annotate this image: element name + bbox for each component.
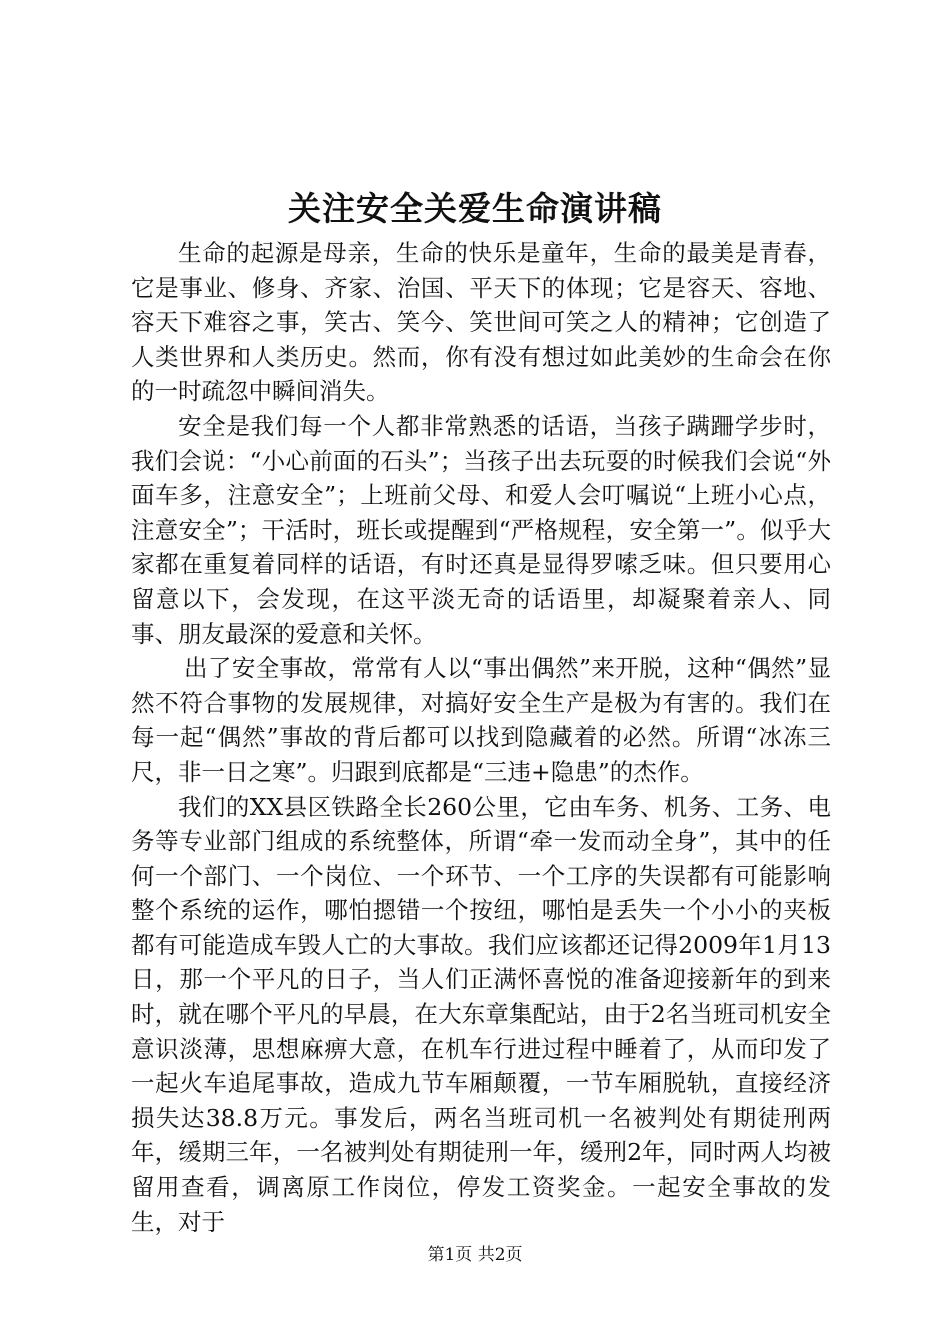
document-body — [131, 236, 831, 1239]
paragraph-4: 我们的XX县区铁路全长260公里，它由车务、机务、工务、电务等专业部门组成的系统整体，所谓“牵一发而动全身”，其中的任何一个部门、一个岗位、一个环节、一个工序的失误都有可能影响整个系统的运作，哪怕摁错一个按纽，哪怕是丢失一个小小的夹板都有可能造成车毁人亡的大事故。我们应该都还记得2009年1月13日，那一个平凡的日子，当人们正满怀喜悦的准备迎接新年的到来时，就在哪个平凡的早晨，在大东章集配站，由于2名当班司机安全意识淡薄，思想麻痹大意，在机车行进过程中睡着了，从而印发了一起火车追尾事故，造成九节车厢颠覆，一节车厢脱轨，直接经济损失达38.8万元。事发后，两名当班司机一名被判处有期徒刑两年，缓期三年，一名被判处有期徒刑一年，缓刑2年，同时两人均被留用查看，调离原工作岗位，停发工资奖金。一起安全事故的发生，对于 — [131, 792, 831, 1236]
paragraph-2: 安全是我们每一个人都非常熟悉的话语，当孩子蹒跚学步时，我们会说：“小心前面的石头”；当孩子出去玩耍的时候我们会说“外面车多，注意安全”；上班前父母、和爱人会叮嘱说“上班小心点，注意安全”；干活时，班长或提醒到“严格规程，安全第一”。似乎大家都在重复着同样的话语，有时还真是显得罗嗦乏味。但只要用心留意以下，会发现，在这平淡无奇的话语里，却凝聚着亲人、同事、朋友最深的爱意和关怀。 — [131, 411, 831, 648]
document-title: 关注安全关爱生命演讲稿 — [288, 189, 662, 228]
paragraph-3: 出了安全事故，常常有人以“事出偶然”来开脱，这种“偶然”显然不符合事物的发展规律，对搞好安全生产是极为有害的。我们在每一起“偶然”事故的背后都可以找到隐藏着的必然。所谓“冰冻三尺，非一日之寒”。归跟到底都是“三违+隐患”的杰作。 — [131, 654, 831, 786]
paragraph-1: 生命的起源是母亲，生命的快乐是童年，生命的最美是青春，它是事业、修身、齐家、治国、平天下的体现；它是容天、容地、容天下难容之事，笑古、笑今、笑世间可笑之人的精神；它创造了人类世界和人类历史。然而，你有没有想过如此美妙的生命会在你的一时疏忽中瞬间消失。 — [131, 239, 831, 406]
page-footer: 第1页 共2页 — [427, 1245, 523, 1265]
